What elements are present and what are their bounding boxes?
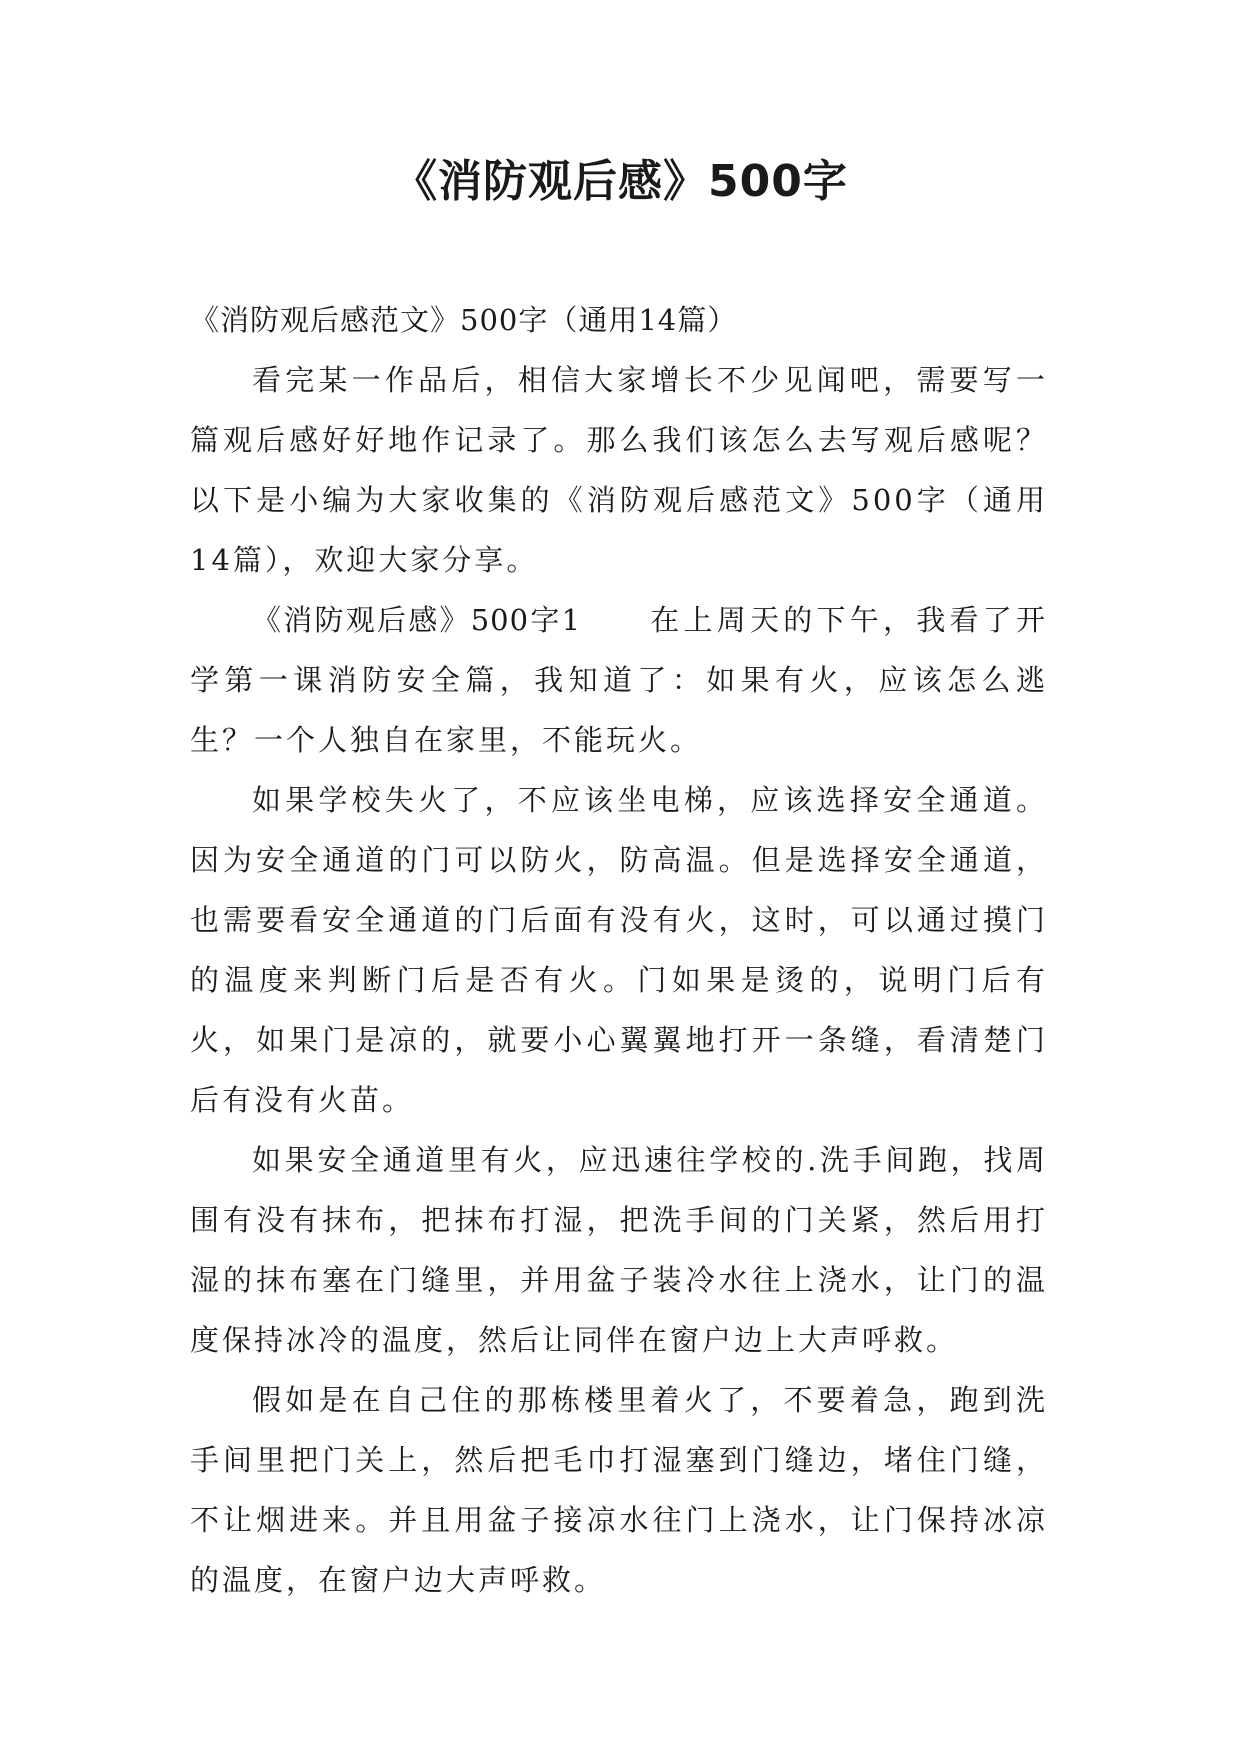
section-1-paragraph bbox=[190, 590, 1048, 770]
document-title: 《消防观后感》500字 bbox=[393, 156, 848, 207]
document-body bbox=[190, 290, 1048, 1610]
intro-paragraph: 看完某一作品后，相信大家增长不少见闻吧，需要写一篇观后感好好地作记录了。那么我们该怎么去写观后感呢？以下是小编为大家收集的《消防观后感范文》500字（通用14篇），欢迎大家分享。 bbox=[190, 363, 1048, 577]
body-paragraph: 如果安全通道里有火，应迅速往学校的.洗手间跑，找周围有没有抹布，把抹布打湿，把洗手间的门关紧，然后用打湿的抹布塞在门缝里，并用盆子装冷水往上浇水，让门的温度保持冰冷的温度，然后让同伴在窗户边上大声呼救。 bbox=[190, 1143, 1048, 1357]
document-subtitle: 《消防观后感范文》500字（通用14篇） bbox=[190, 303, 738, 337]
body-paragraph: 假如是在自己住的那栋楼里着火了，不要着急，跑到洗手间里把门关上，然后把毛巾打湿塞到门缝边，堵住门缝，不让烟进来。并且用盆子接凉水往门上浇水，让门保持冰凉的温度，在窗户边大声呼救。 bbox=[190, 1383, 1048, 1597]
section-1-title: 《消防观后感》500字1 bbox=[252, 603, 582, 637]
section-1-text: 在上周天的下午，我看了开学第一课消防安全篇，我知道了：如果有火，应该怎么逃生？一个人独自在家里，不能玩火。 bbox=[190, 603, 1048, 757]
body-paragraph: 如果学校失火了，不应该坐电梯，应该选择安全通道。因为安全通道的门可以防火，防高温。但是选择安全通道，也需要看安全通道的门后面有没有火，这时，可以通过摸门的温度来判断门后是否有火。门如果是烫的，说明门后有火，如果门是凉的，就要小心翼翼地打开一条缝，看清楚门后有没有火苗。 bbox=[190, 783, 1048, 1117]
